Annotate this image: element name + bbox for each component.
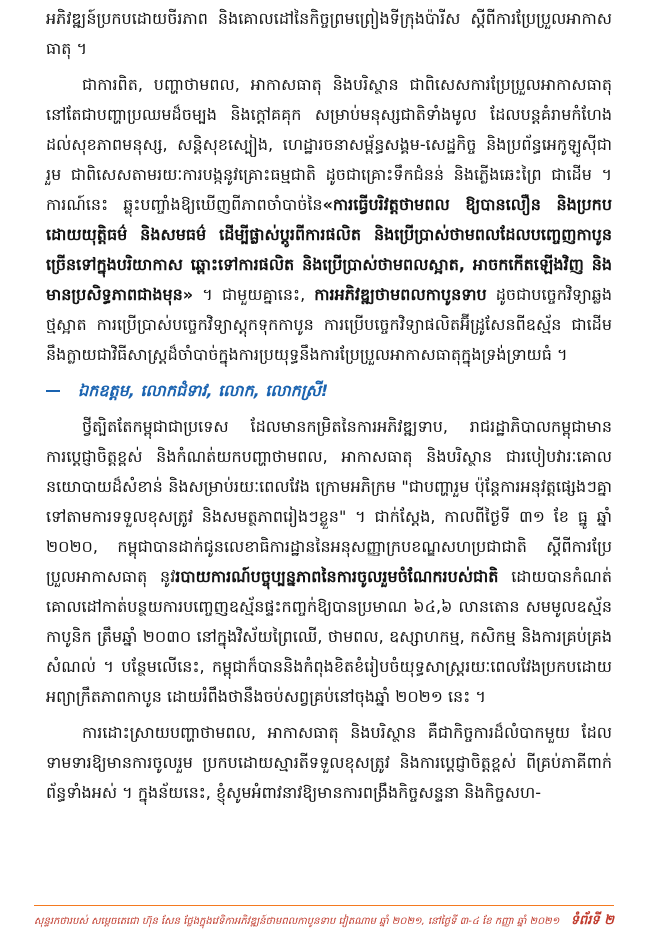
bold-quote-energy-transition: «ការធ្វើបរិវត្តថាមពល ឱ្យបានលឿន និងប្រកបដោយយុត្តិធម៌ និងសមធម៌ ដើម្បីផ្លាស់ប្តូរពីការផលិត និងប្រើប្រាស់ថាមពលដែលបញ្ចេញកាបូនច្រើនទៅក្នុងបរិយាកាស ឆ្ពោះទៅការផលិត និងប្រើប្រាស់ថាមពលស្អាត, អាចកកើតឡើងវិញ និងមានប្រសិទ្ធភាពជាងមុន» bbox=[46, 195, 612, 304]
document-body bbox=[46, 4, 612, 814]
text-run: ដូចជាបច្ចេកវិទ្យាឆ្លងថ្មស្អាត ការប្រើប្រាស់បច្ចេកវិទ្យាស្តុកទុកកាបូន ការប្រើបច្ចេកវិទ្យាផលិតអ៊ីដ្រូសែនពីឧស្ម័ន ជាដើម នឹងក្លាយជាវិធីសាស្ត្រដ៏ចាំបាច់ក្នុងការប្រយុទ្ធនឹងការប្រែប្រួលអាកាសធាតុក្នុងទ្រង់ទ្រាយធំ ។ bbox=[46, 285, 612, 364]
bold-ndc-update: របាយការណ៍បច្ចុប្បន្នភាពនៃការចូលរួមចំណែករបស់ជាតិ bbox=[175, 567, 499, 586]
text-run: ។ ជាមួយគ្នានេះ, bbox=[193, 285, 315, 304]
dash-bullet-icon bbox=[46, 390, 60, 392]
bold-low-carbon-development: ការអភិវឌ្ឍថាមពលកាបូនទាប bbox=[314, 285, 487, 304]
paragraph-cambodia-commitment bbox=[46, 412, 612, 712]
text-run: ថ្វីត្បិតតែកម្ពុជាជាប្រទេស ដែលមានកម្រិតនៃការអភិវឌ្ឍទាប, រាជរដ្ឋាភិបាលកម្ពុជាមានការប្តេជ្ញាចិត្តខ្ពស់ និងកំណត់យកបញ្ហាថាមពល, អាកាសធាតុ និងបរិស្ថាន ជារបៀបវារៈគោលនយោបាយដ៏សំខាន់ និងសម្រាប់រយៈពេលវែង ក្រោមអភិក្រម "ជាបញ្ហារួម ប៉ុន្តែការអនុវត្តផ្សេងៗគ្នាទៅតាមការទទួលខុសត្រូវ និងសមត្ថភាពរៀងៗខ្លួន" ។ ជាក់ស្តែង, កាលពីថ្ងៃទី ៣១ ខែ ធ្នូ ឆ្នាំ ២០២០, កម្ពុជាបានដាក់ជូនលេខាធិការដ្ឋាននៃអនុសញ្ញាក្របខណ្ឌសហប្រជាជាតិ ស្តីពីការប្រែប្រួលអាកាសធាតុ នូវ bbox=[46, 417, 612, 586]
text-run: ជាការពិត, បញ្ហាថាមពល, អាកាសធាតុ និងបរិស្ថាន ជាពិសេសការប្រែប្រួលអាកាសធាតុ នៅតែជាបញ្ហាប្រឈមដ៏ចម្បង និងក្តៅគគុក សម្រាប់មនុស្សជាតិទាំងមូល ដែលបន្តគំរាមកំហែងដល់សុខភាពមនុស្ស, សន្តិសុខស្បៀង, ហេដ្ឋារចនាសម្ព័ន្ធសង្គម-សេដ្ឋកិច្ច និងប្រព័ន្ធអេកូឡូស៊ីជារួម ជាពិសេសតាមរយៈការបង្កនូវគ្រោះធម្មជាតិ ដូចជាគ្រោះទឹកជំនន់ និងភ្លើងឆេះព្រៃ ជាដើម ។ ការណ៍នេះ ឆ្លុះបញ្ចាំងឱ្យឃើញពីភាពចាំបាច់នៃ bbox=[46, 75, 613, 214]
salutation-line bbox=[46, 376, 612, 406]
salutation-text: ឯកឧត្តម, លោកជំទាវ, លោក, លោកស្រី! bbox=[78, 381, 329, 400]
paragraph-intro-continuation: អភិវឌ្ឍន៍ប្រកបដោយចីរភាព និងគោលដៅនៃកិច្ចព្រមព្រៀងទីក្រុងប៉ារីស ស្តីពីការប្រែប្រួលអាកាសធាតុ ។ bbox=[46, 9, 612, 58]
paragraph-call-to-action: ការដោះស្រាយបញ្ហាថាមពល, អាកាសធាតុ និងបរិស្ថាន គឺជាកិច្ចការដ៏លំបាកមួយ ដែលទាមទារឱ្យមានការចូលរួម ប្រកបដោយស្មារតីទទួលខុសត្រូវ និងការប្តេជ្ញាចិត្តខ្ពស់ ពីគ្រប់ភាគីពាក់ព័ន្ធទាំងអស់ ។ ក្នុងន័យនេះ, ខ្ញុំសូមអំពាវនាវឱ្យមានការពង្រឹងកិច្ចសន្ទនា និងកិច្ចសហ- bbox=[46, 723, 612, 802]
paragraph-energy-challenge bbox=[46, 70, 612, 370]
text-run: ដោយបានកំណត់គោលដៅកាត់បន្ថយការបញ្ចេញឧស្ម័នផ្ទះកញ្ចក់ឱ្យបានប្រមាណ ៦៤,៦ លានតោន សមមូលឧស្ម័នកាបូនិក ត្រឹមឆ្នាំ ២០៣០ នៅក្នុងវិស័យព្រៃឈើ, ថាមពល, ឧស្សាហកម្ម, កសិកម្ម និងការគ្រប់គ្រងសំណល់ ។ បន្ថែមលើនេះ, កម្ពុជាក៏បាននិងកំពុងខិតខំរៀបចំយុទ្ធសាស្ត្ររយៈពេលវែងប្រកបដោយអព្យាក្រឹតភាពកាបូន ដោយរំពឹងថានឹងចប់សព្វគ្រប់នៅចុងឆ្នាំ ២០២១ នេះ ។ bbox=[46, 567, 612, 706]
footer-divider bbox=[34, 905, 614, 906]
page-footer bbox=[34, 910, 614, 932]
footer-source: សុន្ទរកថារបស់ សម្តេចតេជោ ហ៊ុន សែន ថ្លែងក្នុងវេទិកាអភិវឌ្ឍន៍ថាមពលកាបូនទាប វៀតណាម ឆ្នាំ ២០២១, នៅថ្ងៃទី ៣-៤ ខែ កញ្ញា ឆ្នាំ ២០២១ bbox=[34, 915, 560, 927]
page-number: ទំព័រទី ២ bbox=[570, 912, 614, 928]
